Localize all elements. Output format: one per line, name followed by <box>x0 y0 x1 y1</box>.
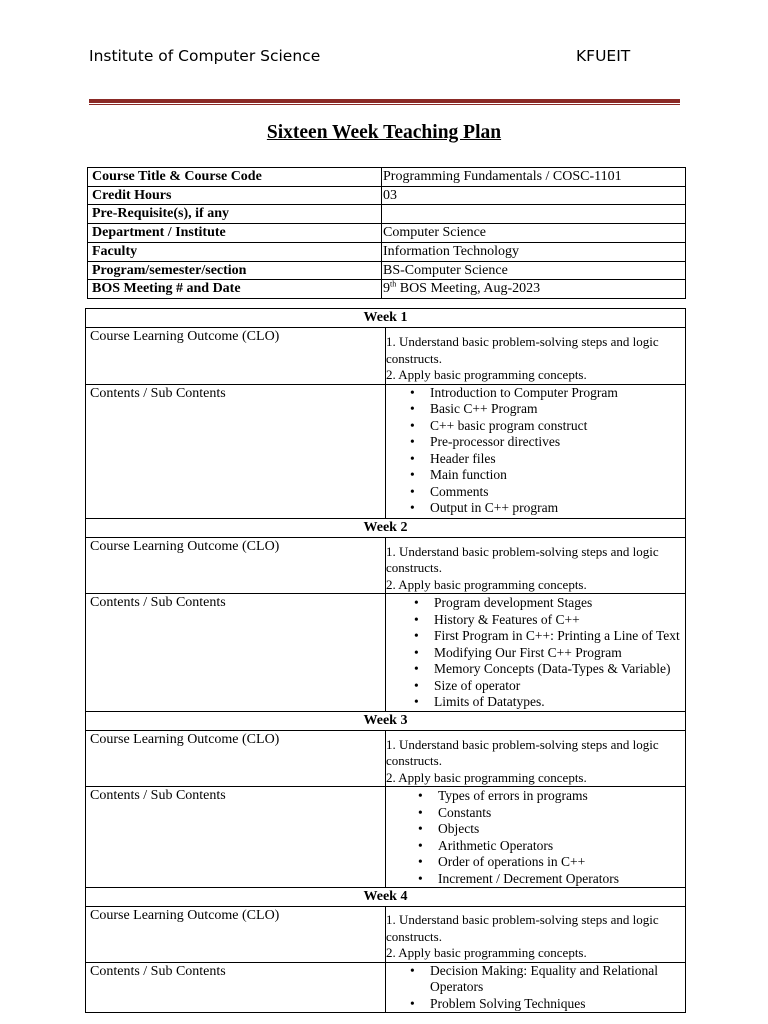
contents-item: • Header files <box>430 451 685 468</box>
info-row <box>88 261 686 280</box>
page-title: Sixteen Week Teaching Plan <box>266 122 502 143</box>
info-row <box>88 186 686 205</box>
contents-list <box>386 963 685 1013</box>
contents-label: Contents / Sub Contents <box>86 962 386 1013</box>
contents-item: • Arithmetic Operators <box>438 838 685 855</box>
week-header-row <box>86 518 686 537</box>
header-institute: Institute of Computer Science <box>89 47 321 65</box>
clo-label: Course Learning Outcome (CLO) <box>86 537 386 594</box>
contents-item: • Basic C++ Program <box>430 401 685 418</box>
contents-item: • First Program in C++: Printing a Line of Text <box>434 628 685 645</box>
clo-item: 1. Understand basic problem-solving steps and logic constructs. <box>386 736 659 768</box>
clo-item: 1. Understand basic problem-solving steps and logic constructs. <box>386 912 659 944</box>
course-info-table <box>87 167 686 299</box>
contents-item: • Pre-processor directives <box>430 434 685 451</box>
contents-list-cell <box>386 787 686 888</box>
header-rule-thick <box>89 99 680 103</box>
bos-number: 9 <box>383 281 390 297</box>
contents-item: • Problem Solving Techniques <box>430 996 685 1013</box>
contents-label: Contents / Sub Contents <box>86 594 386 712</box>
info-key: BOS Meeting # and Date <box>88 280 382 299</box>
contents-item: • C++ basic program construct <box>430 418 685 435</box>
info-key: Department / Institute <box>88 224 382 243</box>
contents-list <box>386 385 685 517</box>
week-title: Week 3 <box>86 711 686 730</box>
contents-list <box>386 595 685 711</box>
contents-item: • Types of errors in programs <box>438 788 685 805</box>
contents-label: Contents / Sub Contents <box>86 787 386 888</box>
contents-list-cell <box>386 594 686 712</box>
contents-item: • Main function <box>430 467 685 484</box>
contents-item: • Modifying Our First C++ Program <box>434 645 685 662</box>
contents-row <box>86 594 686 712</box>
info-row <box>88 224 686 243</box>
contents-label: Contents / Sub Contents <box>86 384 386 518</box>
info-value: Computer Science <box>382 224 686 243</box>
contents-item: • Objects <box>438 821 685 838</box>
clo-row <box>86 730 686 787</box>
info-row <box>88 205 686 224</box>
contents-item: • Program development Stages <box>434 595 685 612</box>
week-title: Week 4 <box>86 888 686 907</box>
clo-row <box>86 907 686 963</box>
contents-item: • Increment / Decrement Operators <box>438 871 685 888</box>
weekly-plan-table <box>85 308 686 1013</box>
bos-text: BOS Meeting, Aug-2023 <box>396 281 541 297</box>
contents-row <box>86 787 686 888</box>
info-row-bos <box>88 280 686 299</box>
contents-item: • Comments <box>430 484 685 501</box>
clo-item: 2. Apply basic programming concepts. <box>386 769 587 785</box>
week-title: Week 1 <box>86 309 686 328</box>
contents-row <box>86 962 686 1013</box>
clo-item: 2. Apply basic programming concepts. <box>386 945 587 960</box>
info-row <box>88 242 686 261</box>
contents-item: • Constants <box>438 805 685 822</box>
contents-item: • Order of operations in C++ <box>438 854 685 871</box>
contents-list-cell <box>386 384 686 518</box>
clo-item: 1. Understand basic problem-solving steps and logic constructs. <box>386 334 659 366</box>
info-value: Programming Fundamentals / COSC-1101 <box>382 168 686 187</box>
contents-item: • Introduction to Computer Program <box>430 385 685 402</box>
contents-item: • Decision Making: Equality and Relational Operators <box>430 963 685 996</box>
info-key: Pre-Requisite(s), if any <box>88 205 382 224</box>
clo-item: 2. Apply basic programming concepts. <box>386 367 587 382</box>
week-header-row <box>86 309 686 328</box>
clo-text <box>386 537 686 594</box>
clo-label: Course Learning Outcome (CLO) <box>86 730 386 787</box>
clo-row <box>86 537 686 594</box>
week-title: Week 2 <box>86 518 686 537</box>
info-key: Program/semester/section <box>88 261 382 280</box>
clo-item: 2. Apply basic programming concepts. <box>386 576 587 592</box>
clo-item: 1. Understand basic problem-solving steps and logic constructs. <box>386 543 659 575</box>
info-key: Credit Hours <box>88 186 382 205</box>
info-key: Faculty <box>88 242 382 261</box>
info-value: BS-Computer Science <box>382 261 686 280</box>
info-row <box>88 168 686 187</box>
contents-item: • Limits of Datatypes. <box>434 694 685 711</box>
clo-text <box>386 730 686 787</box>
week-header-row <box>86 888 686 907</box>
contents-item: • Size of operator <box>434 678 685 695</box>
clo-label: Course Learning Outcome (CLO) <box>86 328 386 385</box>
info-value: 03 <box>382 186 686 205</box>
contents-list <box>386 788 685 887</box>
info-value: Information Technology <box>382 242 686 261</box>
header-rule-thin <box>89 104 680 105</box>
clo-text <box>386 907 686 963</box>
header-university: KFUEIT <box>576 47 631 65</box>
contents-item: • Output in C++ program <box>430 500 685 517</box>
contents-list-cell <box>386 962 686 1013</box>
contents-item: • Memory Concepts (Data-Types & Variable) <box>434 661 685 678</box>
bos-ordinal: th <box>390 279 397 289</box>
week-header-row <box>86 711 686 730</box>
info-value-bos <box>382 280 686 299</box>
contents-item: • History & Features of C++ <box>434 612 685 629</box>
contents-row <box>86 384 686 518</box>
info-value <box>382 205 686 224</box>
clo-text <box>386 328 686 385</box>
info-key: Course Title & Course Code <box>88 168 382 187</box>
clo-row <box>86 328 686 385</box>
clo-label: Course Learning Outcome (CLO) <box>86 907 386 963</box>
